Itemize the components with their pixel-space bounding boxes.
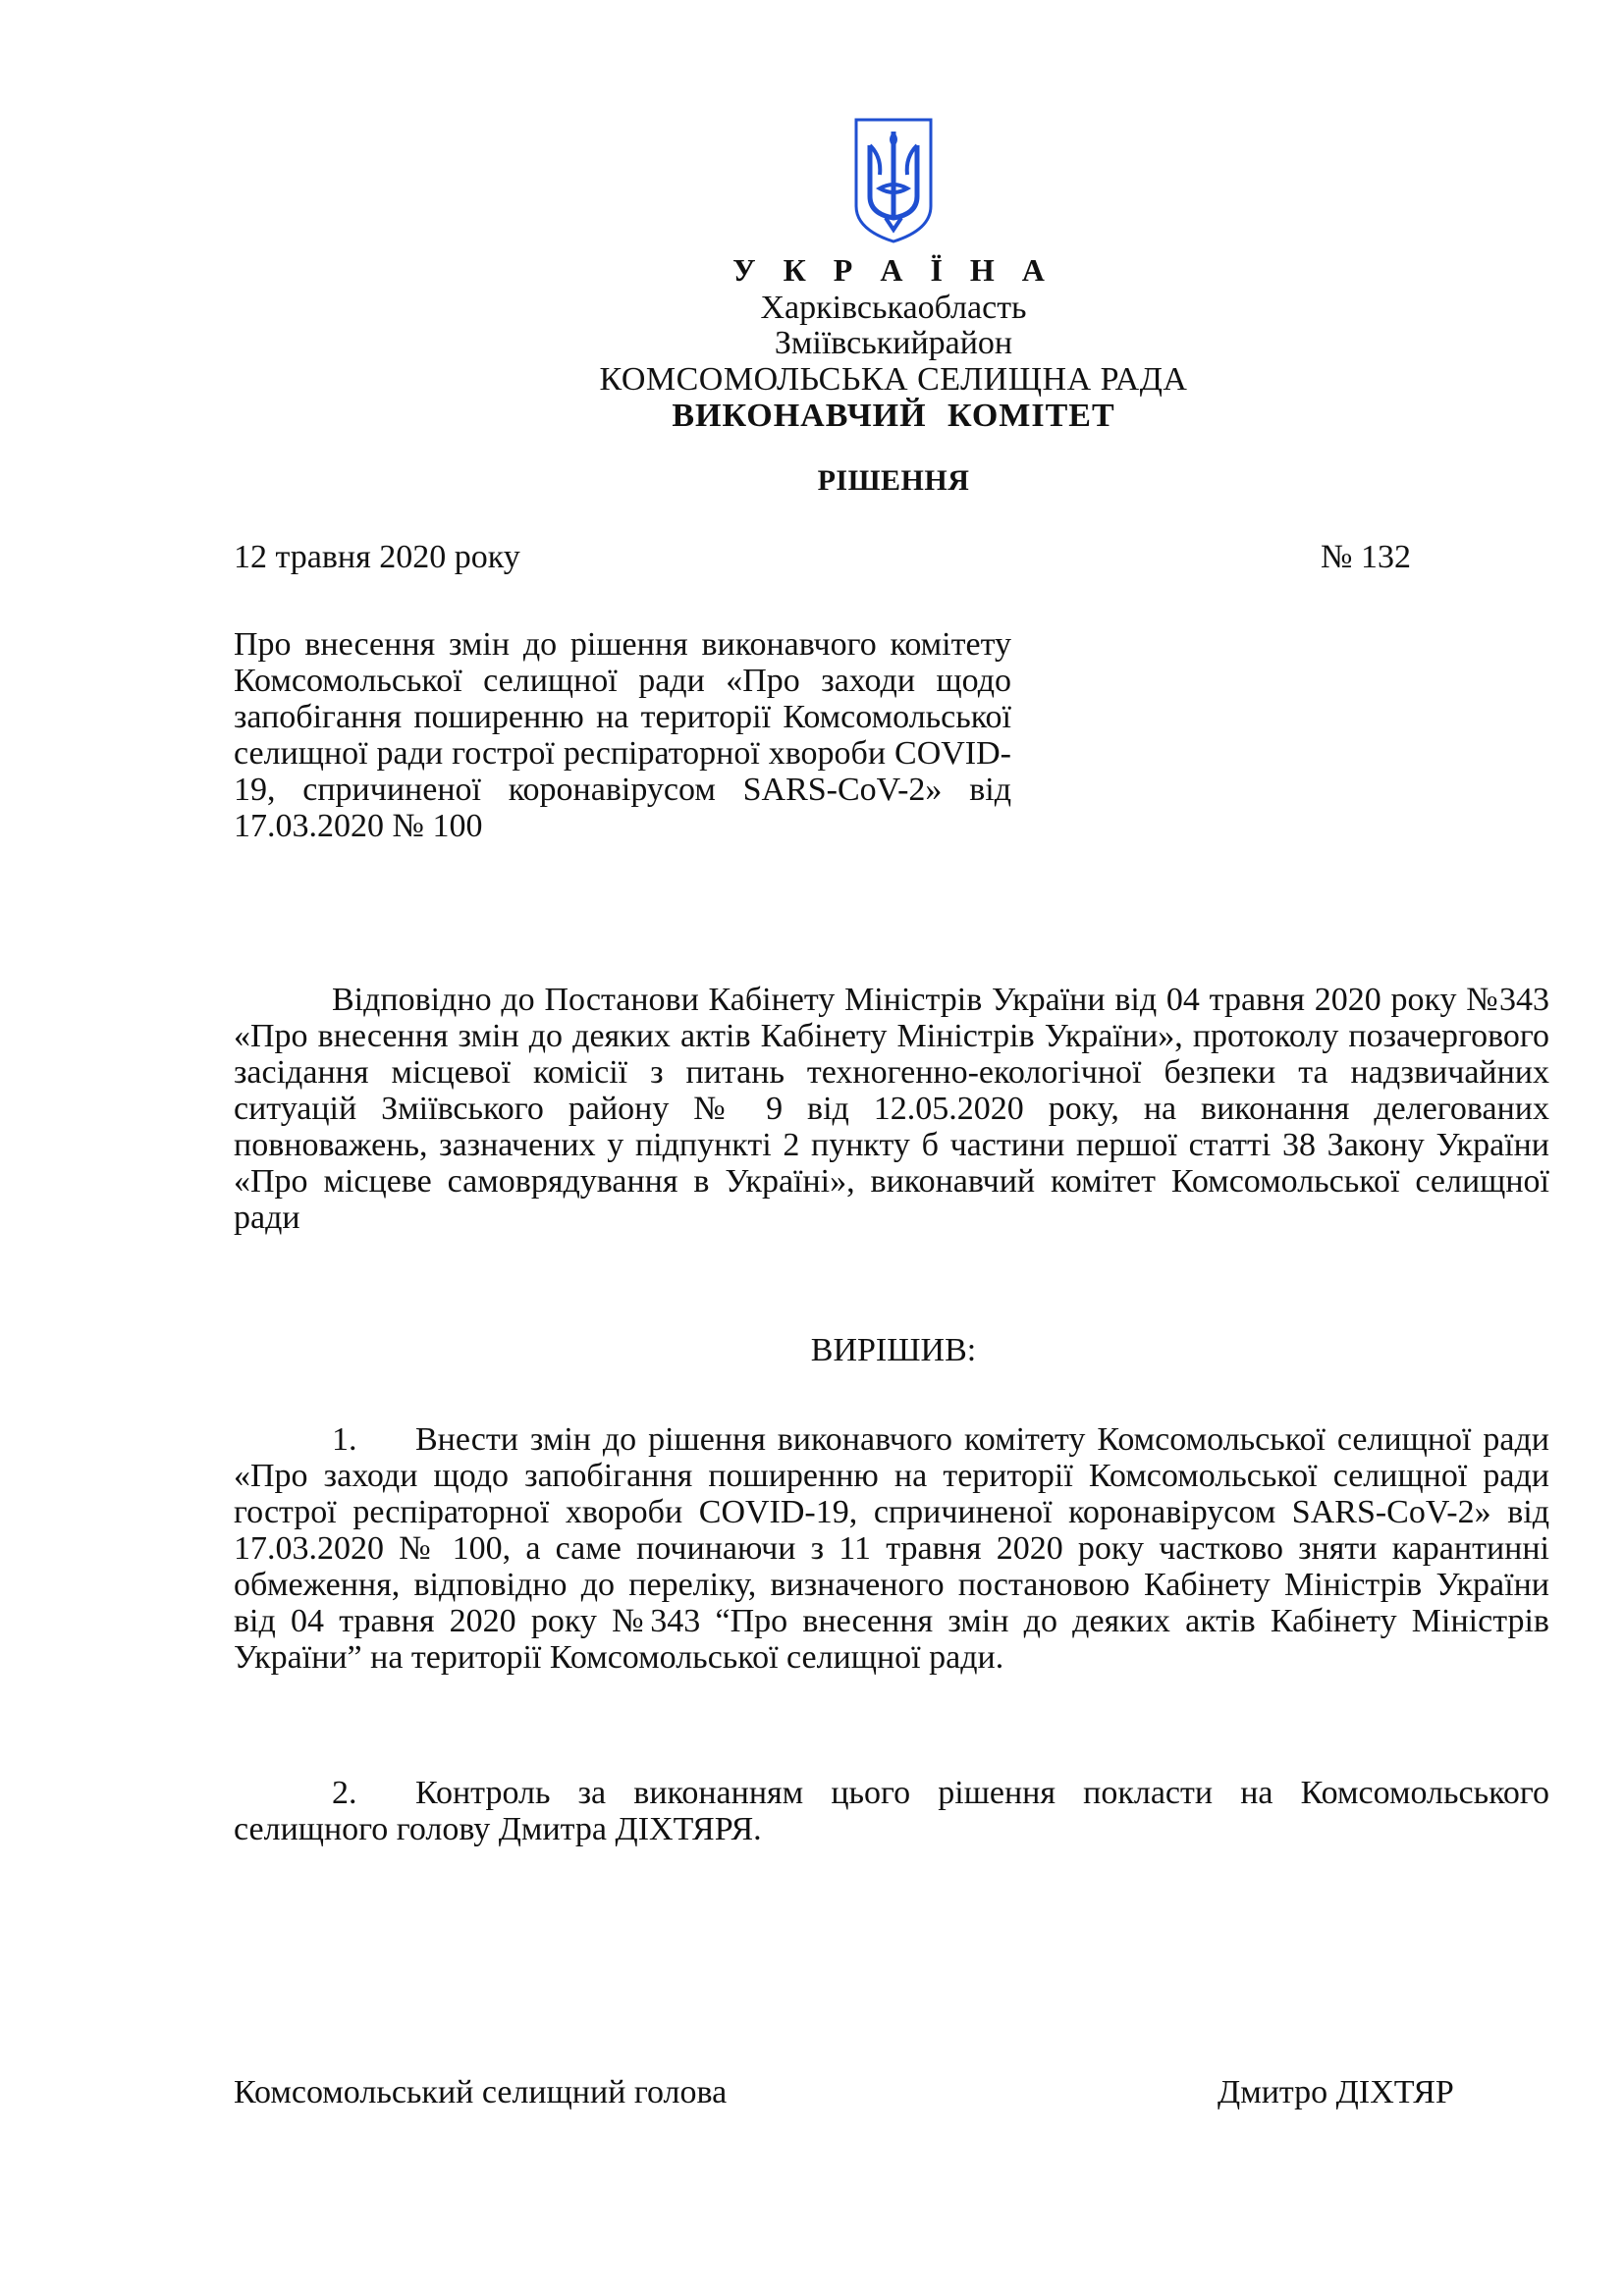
rayon-line: Зміївськийрайон — [774, 325, 1013, 361]
item-text: Контроль за виконанням цього рішення покласти на Комсомольського селищного голову Дмитра ДІХТЯРЯ. — [234, 1775, 1549, 1847]
decision-item — [234, 1421, 1549, 1676]
item-number: 2. — [332, 1775, 357, 1811]
decision-subject: Про внесення змін до рішення виконавчого комітету Комсомольської селищної ради «Про заходи щодо запобігання поширенню на території Комсомольської селищної ради гострої респіраторної хвороби COVID-19, спричиненої коронавірусом SARS-CoV-2» від 17.03.2020 № 100 — [234, 626, 1011, 844]
decision-item — [234, 1775, 1549, 1847]
country-heading: У К Р А Ї Н А — [732, 252, 1055, 288]
item-text: Внести змін до рішення виконавчого комітету Комсомольської селищної ради «Про заходи щодо запобігання поширенню на території Комсомольської селищної ради гострої респіраторної хвороби COVID-19, спричиненої коронавірусом SARS-CoV-2» від 17.03.2020 № 100, а саме починаючи з 11 травня 2020 року частково зняти карантинні обмеження, відповідно до переліку, визначеного постановою Кабінету Міністрів України від 04 травня 2020 року №343 “Про внесення змін до деяких актів Кабінету Міністрів України” на території Комсомольської селищної ради. — [234, 1421, 1549, 1676]
signatory-title: Комсомольський селищний голова — [234, 2074, 728, 2110]
item-number: 1. — [332, 1421, 357, 1458]
document-type-heading: РІШЕННЯ — [817, 464, 970, 497]
executive-committee-line: ВИКОНАВЧИЙ КОМІТЕТ — [672, 398, 1115, 434]
signatory-name: Дмитро ДІХТЯР — [1218, 2074, 1454, 2110]
decision-number: № 132 — [1321, 539, 1411, 575]
coat-of-arms-icon — [850, 116, 937, 245]
decision-date: 12 травня 2020 року — [234, 539, 520, 575]
preamble-paragraph: Відповідно до Постанови Кабінету Міністрів України від 04 травня 2020 року №343 «Про внесення змін до деяких актів Кабінету Міністрів України», протоколу позачергового засідання місцевої комісії з питань техногенно-екологічної безпеки та надзвичайних ситуацій Зміївського району № 9 від 12.05.2020 року, на виконання делегованих повноважень, зазначених у підпункті 2 пункту б частини першої статті 38 Закону України «Про місцеве самоврядування в Україні», виконавчий комітет Комсомольської селищної ради — [234, 982, 1549, 1236]
resolved-heading: ВИРІШИВ: — [810, 1332, 977, 1368]
oblast-line: Харківськаобласть — [760, 290, 1027, 326]
council-line: КОМСОМОЛЬСЬКА СЕЛИЩНА РАДА — [599, 361, 1188, 398]
